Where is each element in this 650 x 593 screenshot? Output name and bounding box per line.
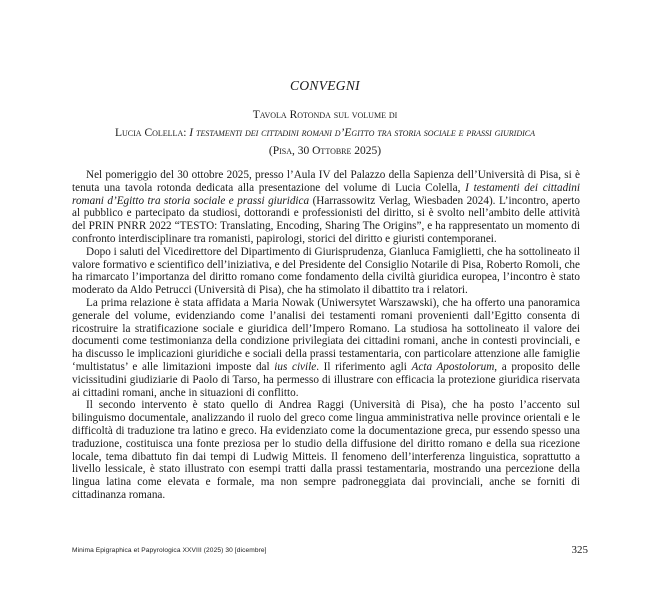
- paragraph-3-text-a: La prima relazione è stata affidata a Maria Nowak (Uniwersytet Warszawski), che ha offerto una panoramica generale del volume, evidenziando come l’analisi dei testamenti romani provenienti dall’Egitto consenta di ricostruire la stratificazione sociale e giuridica dell’Impero Romano. La studiosa ha sottolineato il valore dei documenti come testimonianza della condizione privilegiata dei cittadini romani, anche in contesti provinciali, e ha discusso le implicazioni giuridiche e sociali della prassi testamentaria, con particolare attenzione alle famiglie ‘multistatus’ e alle limitazioni imposte dal: [72, 296, 580, 373]
- paragraph-3-acta: Acta Apostolorum: [411, 360, 495, 373]
- heading-author: Lucia Colella:: [115, 127, 187, 139]
- paragraph-3-ius-civile: ius civile: [274, 360, 317, 373]
- paragraph-1-book-title: I testamenti dei cittadini romani d’Egitto tra storia sociale e prassi giuridica: [72, 181, 580, 207]
- heading-book-title: I testamenti dei cittadini romani d’Egitto tra storia sociale e prassi giuridica: [189, 127, 535, 139]
- paragraph-1: [72, 169, 580, 246]
- page-number: 325: [571, 544, 588, 556]
- section-title: CONVEGNI: [290, 78, 360, 93]
- paragraph-1-text-a: Nel pomeriggio del 30 ottobre 2025, presso l’Aula IV del Palazzo della Sapienza dell’Università di Pisa, si è tenuta una tavola rotonda dedicata alla presentazione del volume di Lucia Colella,: [72, 169, 580, 194]
- paragraph-3-text-c: . Il riferimento agli: [316, 360, 412, 373]
- paragraph-3-text-e: , a proposito delle vicissitudini giudiziarie di Paolo di Tarso, ha permesso di illustrare con efficacia la protezione giuridica riservata ai cittadini romani, anche in situazioni di conflitto.: [72, 360, 581, 399]
- paragraph-4: Il secondo intervento è stato quello di Andrea Raggi (Università di Pisa), che ha posto l’accento sul bilinguismo documentale, analizzando il ruolo del greco come lingua amministrativa nelle province orientali e le difficoltà di traduzione tra latino e greco. Ha evidenziato come la documentazione greca, pur essendo spesso una traduzione, costituisca una fonte preziosa per lo studio della diffusione del diritto romano e della sua ricezione locale, tema dibattuto fin dai tempi di Ludwig Mitteis. Il fenomeno dell’interferenza linguistica, soprattutto a livello lessicale, è stato illustrato con esempi tratti dalla prassi testamentaria, mostrando una percezione della lingua latina come elevata e formale, ma non sempre padroneggiata dai provinciali, anche se forniti di cittadinanza romana.: [72, 399, 580, 501]
- footer-journal: Minima Epigraphica et Papyrologica XXVIII (2025) 30 [dicembre]: [72, 547, 267, 554]
- paragraph-3: [72, 297, 580, 399]
- heading-event: (Pisa, 30 Ottobre 2025): [268, 145, 382, 157]
- heading-line-1: Tavola Rotonda sul volume di: [252, 109, 398, 121]
- paragraph-2: Dopo i saluti del Vicedirettore del Dipartimento di Giurisprudenza, Gianluca Famiglietti, che ha sottolineato il valore formativo e scientifico dell’iniziativa, e del Presidente del Consiglio Notarile di Pisa, Roberto Romoli, che ha rimarcato l’importanza del diritto romano come fondamento della civiltà giuridica europea, l’incontro è stato moderato da Aldo Petrucci (Università di Pisa), che ha stimolato il dibattito tra i relatori.: [72, 245, 580, 297]
- paragraph-1-text-c: (Harrassowitz Verlag, Wiesbaden 2024). L’incontro, aperto al pubblico e partecipato da studiosi, dottorandi e professionisti del diritto, si è svolto nell’ambito delle attività del PRIN PNRR 2022 “TESTO: Translating, Encoding, Sharing The Origins”, e ha rappresentato un momento di confronto interdisciplinare tra romanisti, papirologi, storici del diritto e giuristi contemporanei.: [72, 194, 580, 245]
- article-body: [72, 169, 580, 502]
- heading-line-2: [20, 127, 630, 139]
